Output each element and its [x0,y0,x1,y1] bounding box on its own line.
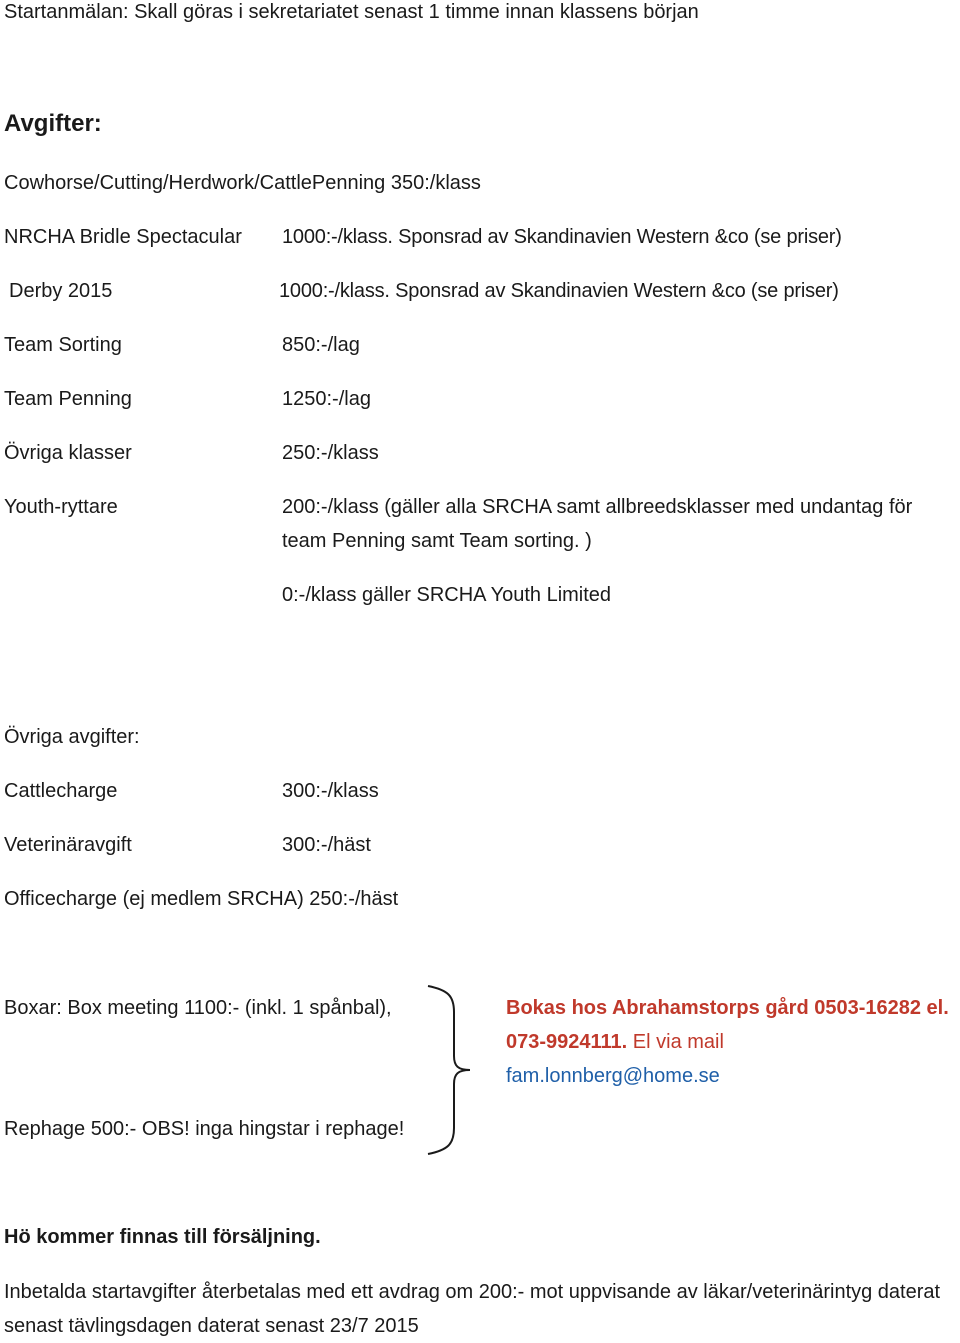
fee-row-team-penning-label: Team Penning [4,388,132,410]
rephage-line: Rephage 500:- OBS! inga hingstar i rephage! [4,1118,405,1140]
officecharge-line: Officecharge (ej medlem SRCHA) 250:-/häst [4,888,399,910]
fee-row-other-classes-label: Övriga klasser [4,442,132,464]
start-notice: Startanmälan: Skall göras i sekretariatet senast 1 timme innan klassens början [4,1,699,23]
youth-limited-line: 0:-/klass gäller SRCHA Youth Limited [282,584,612,606]
other-fee-cattlecharge-label: Cattlecharge [4,780,118,802]
fee-row-nrcha-value: 1000:-/klass. Sponsrad av Skandinavien Western &co (se priser) [282,226,842,248]
fees-heading: Avgifter: [4,110,102,137]
fee-row-team-sorting-label: Team Sorting [4,334,122,356]
other-fees-heading: Övriga avgifter: [4,726,140,748]
booking-email-link[interactable]: fam.lonnberg@home.se [506,1065,720,1087]
fee-row-nrcha-label: NRCHA Bridle Spectacular [4,226,242,248]
fee-row-youth-label: Youth-ryttare [4,496,118,518]
fee-row-team-penning-value: 1250:-/lag [282,388,371,410]
fee-row-derby-value: 1000:-/klass. Sponsrad av Skandinavien Western &co (se priser) [279,280,839,302]
fee-row-team-sorting-value: 850:-/lag [282,334,360,356]
fee-row-youth-value: 200:-/klass (gäller alla SRCHA samt allbreedsklasser med undantag för team Penning samt Team sorting. ) [282,496,913,552]
booking-mail-text: El via mail [627,1031,724,1053]
fee-row-other-classes-value: 250:-/klass [282,442,379,464]
curly-brace-icon [420,982,480,1158]
booking-contact: Bokas hos Abrahamstorps gård 0503-16282 el. 073-9924111. [506,997,949,1053]
other-fee-vet-label: Veterinäravgift [4,834,132,856]
other-fee-cattlecharge-value: 300:-/klass [282,780,379,802]
box-meeting-line: Boxar: Box meeting 1100:- (inkl. 1 spånbal), [4,997,392,1019]
booking-info [506,991,960,1093]
refund-notice: Inbetalda startavgifter återbetalas med ett avdrag om 200:- mot uppvisande av läkar/veterinärintyg daterat senast tävlingsdagen daterat senast 23/7 2015 [4,1281,941,1337]
hay-notice: Hö kommer finnas till försäljning. [4,1226,321,1248]
other-fee-vet-value: 300:-/häst [282,834,371,856]
cowhorse-fee-line: Cowhorse/Cutting/Herdwork/CattlePenning 350:/klass [4,172,481,194]
fee-row-derby-label: Derby 2015 [9,280,113,302]
